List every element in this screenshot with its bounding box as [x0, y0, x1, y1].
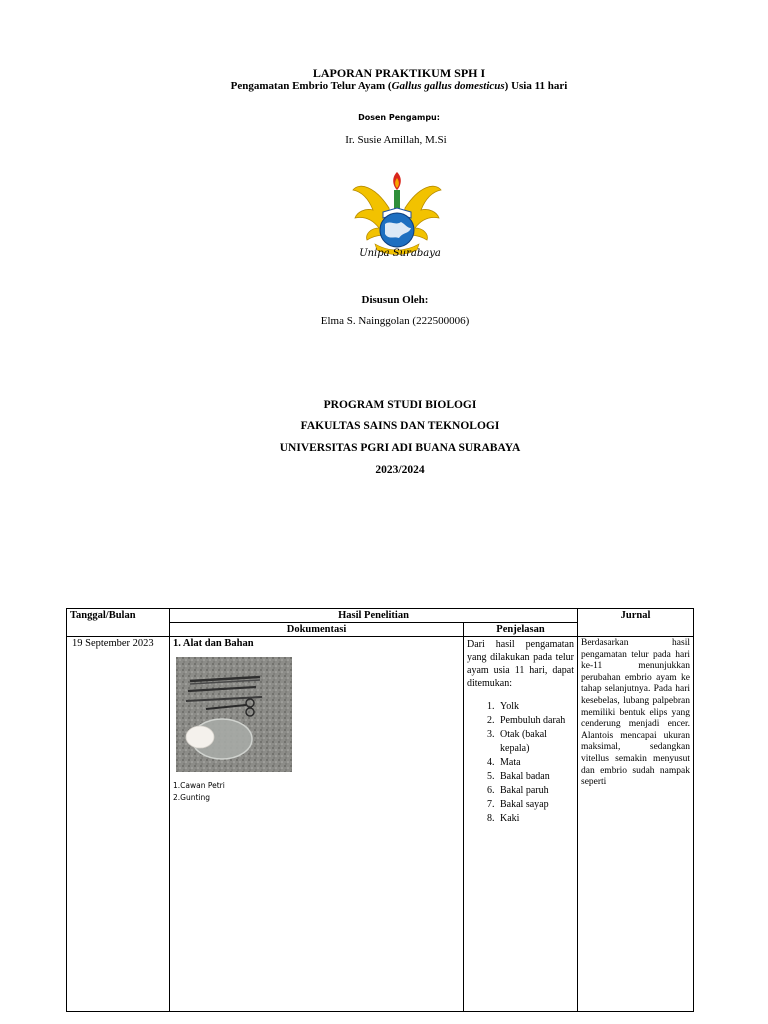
- list-item: 3. Otak (bakal kepala): [497, 728, 574, 756]
- results-table: [66, 608, 694, 1012]
- header-jurnal: Jurnal: [578, 609, 694, 637]
- photo-caption-1: 1.Cawan Petri: [173, 781, 225, 790]
- list-item: 1. Yolk: [497, 700, 574, 714]
- table-row: [67, 637, 694, 1012]
- list-item: 7. Bakal sayap: [497, 798, 574, 812]
- disusun-label: Disusun Oleh:: [361, 294, 429, 306]
- tools-photo: [176, 657, 292, 772]
- faculty-name: FAKULTAS SAINS DAN TEKNOLOGI: [300, 420, 500, 432]
- dokumentasi-cell: [170, 637, 464, 1012]
- university-name: UNIVERSITAS PGRI ADI BUANA SURABAYA: [279, 442, 521, 454]
- list-item: 6. Bakal paruh: [497, 784, 574, 798]
- penjelasan-cell: [464, 637, 578, 1012]
- logo-caption: Unipa Surabaya: [359, 248, 441, 259]
- header-tanggal: Tanggal/Bulan: [67, 609, 170, 637]
- report-title: LAPORAN PRAKTIKUM SPH I: [312, 66, 486, 80]
- program-name: PROGRAM STUDI BIOLOGI: [323, 399, 477, 411]
- dosen-label: Dosen Pengampu:: [358, 113, 440, 122]
- list-item: 4. Mata: [497, 756, 574, 770]
- academic-year: 2023/2024: [375, 464, 425, 476]
- dosen-name: Ir. Susie Amillah, M.Si: [345, 134, 447, 146]
- section-title: 1. Alat dan Bahan: [173, 638, 254, 649]
- header-penjelasan: Penjelasan: [464, 623, 578, 637]
- list-item: 8. Kaki: [497, 812, 574, 826]
- jurnal-text: Berdasarkan hasil pengamatan telur pada hari ke-11 menunjukkan perubahan embrio ayam ke tahap selanjutnya. Pada hari kesebelas, lubang palpebran memiliki bentuk elips yang cenderung menjadi encer. Alantois mencapai ukuran maksimal, sedangkan vitellus semakin menyusut dan embrio sudah nampak seperti: [581, 638, 690, 788]
- list-item: 5. Bakal badan: [497, 770, 574, 784]
- table-header-row: [67, 609, 694, 623]
- findings-list: [467, 700, 574, 826]
- author-name: Elma S. Nainggolan (222500006): [320, 315, 470, 327]
- report-subtitle: Pengamatan Embrio Telur Ayam (Gallus gallus domesticus) Usia 11 hari: [230, 80, 568, 92]
- date-cell: 19 September 2023: [67, 637, 170, 1012]
- header-hasil: Hasil Penelitian: [170, 609, 578, 623]
- jurnal-cell: [578, 637, 694, 1012]
- photo-caption-2: 2.Gunting: [173, 793, 211, 802]
- header-dokumentasi: Dokumentasi: [170, 623, 464, 637]
- list-item: 2. Pembuluh darah: [497, 714, 574, 728]
- penjelasan-intro: Dari hasil pengamatan yang dilakukan pada telur ayam usia 11 hari, dapat ditemukan:: [467, 639, 574, 689]
